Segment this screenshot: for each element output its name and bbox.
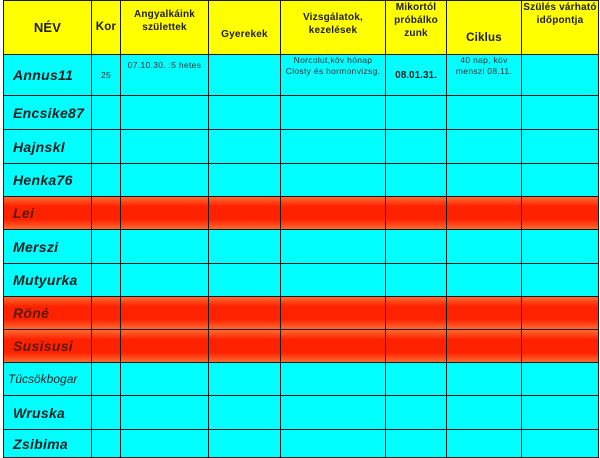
cell-children xyxy=(208,430,280,457)
cell-trying-since xyxy=(385,130,446,163)
header-name: NÉV xyxy=(3,1,91,54)
cell-age xyxy=(91,164,120,196)
cell-due-date xyxy=(521,230,599,263)
row-name: Mutyurka xyxy=(3,264,91,296)
cell-due-date xyxy=(521,430,599,457)
cell-age xyxy=(91,96,120,129)
row-name: Tücsökbogar xyxy=(3,363,91,395)
cell-trying-since xyxy=(385,197,446,229)
cell-tests xyxy=(280,297,385,329)
spreadsheet-table xyxy=(3,0,599,458)
cell-children xyxy=(208,297,280,329)
header-children: Gyerekek xyxy=(208,1,280,54)
cell-angels xyxy=(120,230,208,263)
cell-age: 25 xyxy=(91,55,120,95)
table-row xyxy=(3,163,599,196)
cell-tests xyxy=(280,363,385,395)
cell-due-date xyxy=(521,130,599,163)
cell-angels xyxy=(120,197,208,229)
cell-tests xyxy=(280,430,385,457)
cell-angels xyxy=(120,96,208,129)
row-name: Wruska xyxy=(3,396,91,429)
header-trying-since: Mikortól próbálko zunk xyxy=(385,1,446,54)
table-row xyxy=(3,229,599,263)
cell-cycle xyxy=(446,230,521,263)
cell-age xyxy=(91,197,120,229)
cell-tests xyxy=(280,197,385,229)
table-row xyxy=(3,263,599,296)
cell-due-date xyxy=(521,330,599,362)
cell-tests xyxy=(280,330,385,362)
cell-trying-since xyxy=(385,230,446,263)
cell-children xyxy=(208,330,280,362)
row-name: Henka76 xyxy=(3,164,91,196)
cell-trying-since xyxy=(385,264,446,296)
header-row xyxy=(3,0,599,54)
cell-children xyxy=(208,197,280,229)
cell-age xyxy=(91,230,120,263)
cell-angels xyxy=(120,430,208,457)
cell-tests xyxy=(280,96,385,129)
cell-children xyxy=(208,55,280,95)
cell-cycle xyxy=(446,197,521,229)
cell-trying-since xyxy=(385,430,446,457)
cell-cycle xyxy=(446,330,521,362)
cell-trying-since: 08.01.31. xyxy=(385,55,446,95)
header-due-date: Szülés várható időpontja xyxy=(521,1,599,54)
cell-trying-since xyxy=(385,164,446,196)
header-tests: Vizsgálatok, kezelések xyxy=(280,1,385,54)
cell-trying-since xyxy=(385,396,446,429)
header-age: Kor xyxy=(91,1,120,54)
table-row xyxy=(3,395,599,429)
cell-age xyxy=(91,297,120,329)
table-row xyxy=(3,95,599,129)
cell-due-date xyxy=(521,297,599,329)
row-name: Hajnskl xyxy=(3,130,91,163)
cell-tests xyxy=(280,264,385,296)
cell-tests xyxy=(280,396,385,429)
cell-cycle xyxy=(446,264,521,296)
cell-children xyxy=(208,130,280,163)
cell-cycle xyxy=(446,430,521,457)
cell-children xyxy=(208,164,280,196)
table-row xyxy=(3,54,599,95)
cell-angels xyxy=(120,363,208,395)
cell-tests: Norcolut,köv hónap Closty és hormonvizsg. xyxy=(280,55,385,95)
cell-due-date xyxy=(521,396,599,429)
cell-trying-since xyxy=(385,330,446,362)
cell-angels xyxy=(120,297,208,329)
table-row xyxy=(3,196,599,229)
cell-cycle xyxy=(446,396,521,429)
row-name: Encsike87 xyxy=(3,96,91,129)
cell-due-date xyxy=(521,264,599,296)
cell-cycle xyxy=(446,96,521,129)
cell-due-date xyxy=(521,164,599,196)
cell-children xyxy=(208,396,280,429)
cell-children xyxy=(208,230,280,263)
header-angels: Angyalkáink születtek xyxy=(120,1,208,54)
cell-angels xyxy=(120,396,208,429)
cell-due-date xyxy=(521,197,599,229)
cell-cycle xyxy=(446,297,521,329)
cell-children xyxy=(208,96,280,129)
cell-age xyxy=(91,330,120,362)
cell-due-date xyxy=(521,55,599,95)
header-cycle: Ciklus xyxy=(446,1,521,54)
cell-due-date xyxy=(521,96,599,129)
cell-age xyxy=(91,264,120,296)
cell-children xyxy=(208,264,280,296)
cell-trying-since xyxy=(385,297,446,329)
cell-cycle: 40 nap, köv menszi 08.11. xyxy=(446,55,521,95)
cell-age xyxy=(91,363,120,395)
cell-age xyxy=(91,130,120,163)
table-row xyxy=(3,296,599,329)
cell-angels xyxy=(120,164,208,196)
table-row xyxy=(3,329,599,362)
cell-tests xyxy=(280,130,385,163)
row-name: Lei xyxy=(3,197,91,229)
cell-age xyxy=(91,430,120,457)
cell-children xyxy=(208,363,280,395)
row-name: Zsibima xyxy=(3,430,91,457)
table-row xyxy=(3,429,599,458)
cell-angels: 07.10.30. :5 hetes xyxy=(120,55,208,95)
cell-tests xyxy=(280,230,385,263)
cell-angels xyxy=(120,130,208,163)
cell-angels xyxy=(120,330,208,362)
cell-age xyxy=(91,396,120,429)
cell-due-date xyxy=(521,363,599,395)
cell-angels xyxy=(120,264,208,296)
row-name: Annus11 xyxy=(3,55,91,95)
cell-cycle xyxy=(446,363,521,395)
cell-cycle xyxy=(446,130,521,163)
row-name: Susisusi xyxy=(3,330,91,362)
cell-cycle xyxy=(446,164,521,196)
row-name: Röné xyxy=(3,297,91,329)
row-name: Merszi xyxy=(3,230,91,263)
cell-trying-since xyxy=(385,96,446,129)
table-row xyxy=(3,129,599,163)
table-row xyxy=(3,362,599,395)
cell-tests xyxy=(280,164,385,196)
cell-trying-since xyxy=(385,363,446,395)
